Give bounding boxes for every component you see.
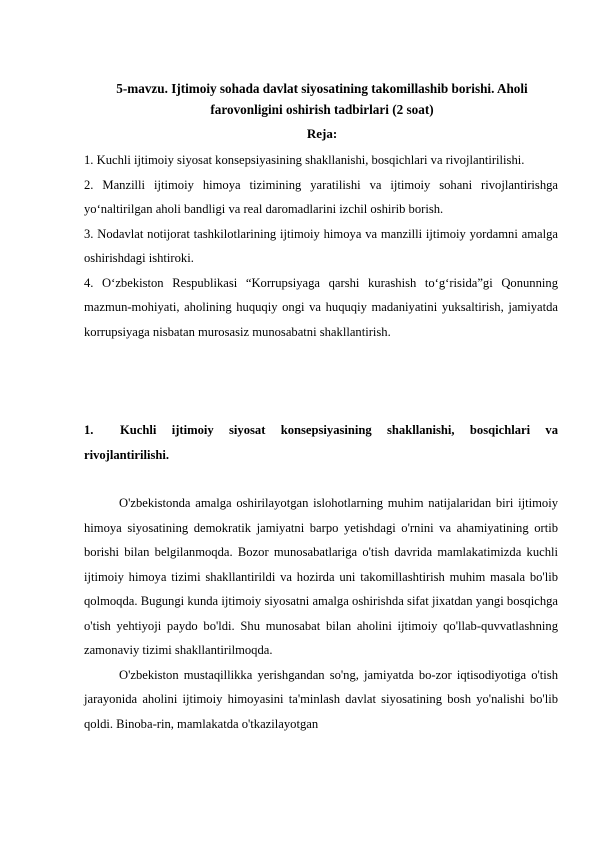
paragraph: O'zbekiston mustaqillikka yerishgandan so'ng, jamiyatda bo-zor iqtisodiyotiga o'tish jarayonida aholini ijtimoiy himoyasini ta'minlash davlat siyosatining bosh yo'nalishi bo'lib qoldi. Binoba-rin, mamlakatda o'tkazilayotgan bbox=[84, 667, 558, 731]
plan-list bbox=[84, 148, 558, 344]
plan-item: 2. Manzilli ijtimoiy himoya tizimining yaratilishi va ijtimoiy sohani rivojlantirishga yo‘naltirilgan aholi bandligi va real daromadlarini izchil oshirib borish. bbox=[84, 177, 558, 216]
section-heading bbox=[84, 418, 558, 467]
plan-item: 4. O‘zbekiston Respublikasi “Korrupsiyaga qarshi kurashish to‘g‘risida”gi Qonunning mazmun-mohiyati, aholining huquqiy ongi va huquqiy madaniyatini yuksaltirish, jamiyatda korrupsiyaga nisbatan murosasiz munosabatni shakllantirish. bbox=[84, 275, 558, 339]
paragraph: O'zbekistonda amalga oshirilayotgan islohotlarning muhim natijalaridan biri ijtimoiy himoya siyosatining demokratik jamiyatni barpo yetishdagi o'rnini va ahamiyatining ortib borishi bilan belgilanmoqda. Bozor munosabatlariga o'tish davrida mamlakatimizda kuchli ijtimoiy himoya tizimi shakllantirildi va hozirda uni takomillashtirish muhim masala bo'lib qolmoqda. Bugungi kunda ijtimoiy siyosatni amalga oshirishda sifat jixatdan yangi bosqichga o'tish yehtiyoji paydo bo'ldi. Shu munosabat bilan aholini ijtimoiy qo'llab-quvvatlashning zamonaviy tizimi shakllantirilmoqda. bbox=[84, 496, 558, 657]
plan-item: 3. Nodavlat notijorat tashkilotlarining ijtimoiy himoya va manzilli ijtimoiy yordamni amalga oshirishdagi ishtiroki. bbox=[84, 226, 558, 265]
plan-heading: Reja: bbox=[306, 126, 338, 141]
plan-item: 1. Kuchli ijtimoiy siyosat konsepsiyasining shakllanishi, bosqichlari va rivojlantirilishi. bbox=[84, 153, 525, 167]
section-title: Kuchli ijtimoiy siyosat konsepsiyasining shakllanishi, bosqichlari va rivojlantirilishi. bbox=[84, 423, 558, 462]
document-title: 5-mavzu. Ijtimoiy sohada davlat siyosatining takomillashib borishi. Aholi farovonligini oshirish tadbirlari (2 soat) bbox=[116, 81, 528, 117]
section-number: 1. bbox=[84, 423, 94, 437]
body-text bbox=[84, 491, 558, 736]
